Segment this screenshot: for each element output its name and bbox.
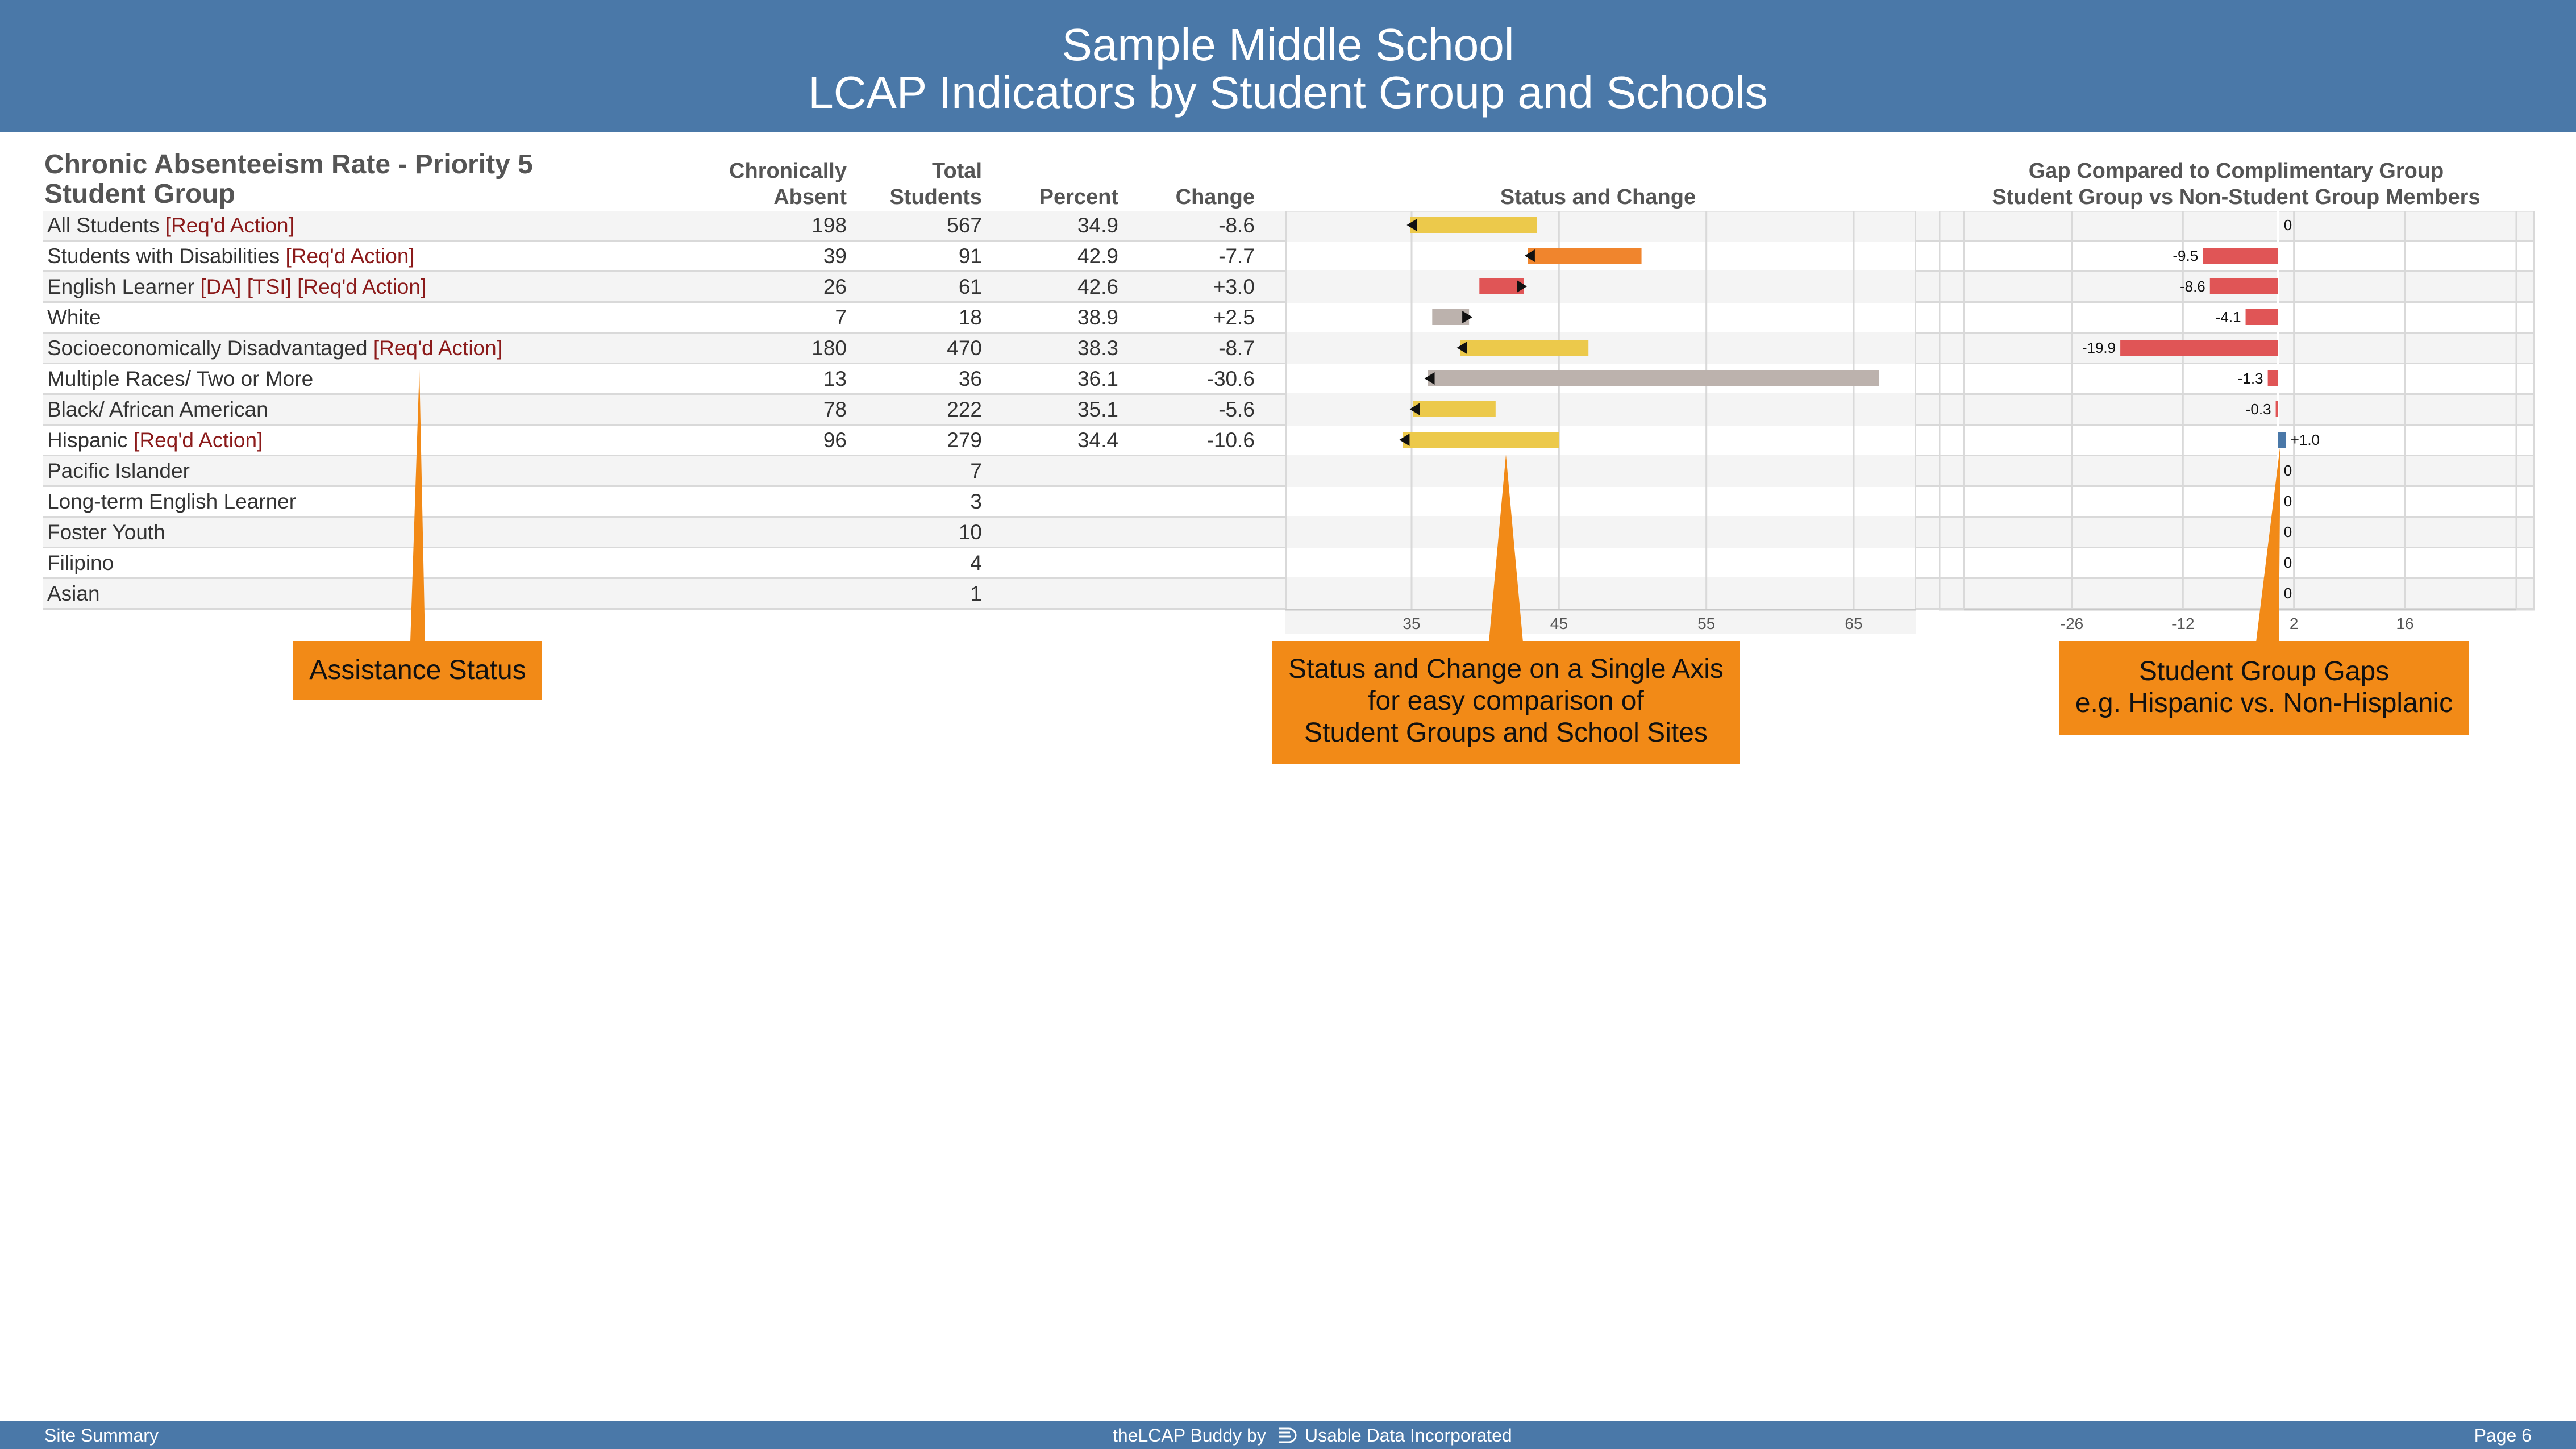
- gap-value-label: 0: [2283, 493, 2292, 510]
- group-name-text: Foster Youth: [47, 521, 165, 544]
- total-count: 7: [970, 459, 982, 482]
- callout-group-gaps: [2059, 641, 2469, 735]
- group-name-text: Black/ African American: [47, 398, 268, 421]
- group-name-text: All Students: [47, 214, 160, 237]
- page-footer: [0, 1421, 2576, 1449]
- percent-value: 34.9: [1077, 214, 1118, 237]
- total-count: 1: [970, 582, 982, 605]
- brand-logo-icon: [1276, 1426, 1299, 1444]
- assistance-status: [Req'd Action]: [127, 428, 263, 452]
- change-value: -8.7: [1218, 336, 1255, 360]
- change-value: -10.6: [1206, 428, 1255, 452]
- percent-value: 42.9: [1077, 244, 1118, 268]
- group-name-text: White: [47, 306, 101, 329]
- callout-single-axis: [1272, 641, 1740, 764]
- col-percent-header: Percent: [1039, 185, 1118, 209]
- total-count: 279: [947, 428, 982, 452]
- change-value: -7.7: [1218, 244, 1255, 268]
- col-change-header: Change: [1175, 185, 1255, 209]
- gaps-pointer: [2256, 443, 2280, 642]
- change-value: -8.6: [1218, 214, 1255, 237]
- group-name-text: Students with Disabilities: [47, 244, 280, 268]
- callout-gaps-line1: Student Group Gaps: [2138, 656, 2390, 686]
- callout-gaps-line2: e.g. Hispanic vs. Non-Hisplanic: [2075, 688, 2453, 718]
- gap-tick-label: 2: [2289, 615, 2299, 632]
- total-count: 61: [958, 275, 982, 298]
- percent-value: 38.3: [1077, 336, 1118, 360]
- assistance-status: [Req'd Action]: [367, 336, 502, 360]
- callout-assistance-text: Assistance Status: [309, 655, 526, 685]
- gap-value-label: -4.1: [2215, 309, 2241, 326]
- student-group-label: Student Group: [44, 179, 235, 209]
- total-count: 470: [947, 336, 982, 360]
- absent-count: 13: [823, 367, 847, 390]
- col-total-line1: Total: [932, 159, 982, 183]
- page-subtitle: LCAP Indicators by Student Group and Schools: [808, 67, 1768, 118]
- assistance-status: [DA] [TSI] [Req'd Action]: [194, 275, 427, 298]
- gap-value-label: 0: [2283, 554, 2292, 571]
- gap-value-label: 0: [2283, 523, 2292, 540]
- gap-tick-label: 16: [2396, 615, 2414, 632]
- absent-count: 180: [811, 336, 847, 360]
- gap-value-label: +1.0: [2290, 431, 2320, 448]
- callout-assistance-status: [293, 641, 542, 700]
- group-name-text: Asian: [47, 582, 100, 605]
- gap-value-label: -1.3: [2237, 370, 2263, 387]
- total-count: 36: [958, 367, 982, 390]
- callout-single-axis-line1: Status and Change on a Single Axis: [1288, 654, 1724, 684]
- group-name-text: Long-term English Learner: [47, 490, 297, 513]
- assistance-status: [Req'd Action]: [159, 214, 294, 237]
- footer-center: theLCAP Buddy by: [1113, 1425, 1266, 1446]
- col-absent-line1: Chronically: [729, 159, 847, 183]
- absent-count: 7: [835, 306, 847, 329]
- assistance-pointer: [410, 369, 425, 642]
- total-count: 10: [958, 521, 982, 544]
- group-name-text: Multiple Races/ Two or More: [47, 367, 314, 390]
- total-count: 222: [947, 398, 982, 421]
- absent-count: 198: [811, 214, 847, 237]
- assistance-status: [Req'd Action]: [280, 244, 415, 268]
- change-value: +3.0: [1213, 275, 1255, 298]
- gap-value-label: 0: [2283, 216, 2292, 234]
- absent-count: 26: [823, 275, 847, 298]
- status-change-header: Status and Change: [1500, 185, 1696, 209]
- change-value: +2.5: [1213, 306, 1255, 329]
- total-count: 3: [970, 490, 982, 513]
- percent-value: 34.4: [1077, 428, 1118, 452]
- gap-tick-label: -26: [2060, 615, 2084, 632]
- callout-single-axis-line2: for easy comparison of: [1368, 686, 1644, 716]
- percent-value: 38.9: [1077, 306, 1118, 329]
- total-count: 567: [947, 214, 982, 237]
- gap-header-line2: Student Group vs Non-Student Group Members: [1992, 185, 2481, 209]
- percent-value: 42.6: [1077, 275, 1118, 298]
- gap-value-label: -0.3: [2245, 401, 2271, 418]
- gap-value-label: -8.6: [2179, 278, 2205, 295]
- change-value: -5.6: [1218, 398, 1255, 421]
- total-count: 18: [958, 306, 982, 329]
- col-absent-line2: Absent: [773, 185, 847, 209]
- gap-value-label: -9.5: [2173, 247, 2199, 264]
- group-name-text: Hispanic: [47, 428, 128, 452]
- gap-tick-label: -12: [2171, 615, 2195, 632]
- group-name-text: English Learner: [47, 275, 195, 298]
- status-tick-label: 65: [1845, 615, 1863, 632]
- total-count: 4: [970, 551, 982, 574]
- gap-header-line1: Gap Compared to Complimentary Group: [2028, 159, 2444, 183]
- page-title: Sample Middle School: [1062, 19, 1514, 70]
- footer-page-number: Page 6: [2474, 1425, 2532, 1446]
- footer-left: Site Summary: [44, 1425, 159, 1446]
- gap-value-label: -19.9: [2082, 339, 2116, 356]
- single-axis-pointer: [1489, 455, 1523, 642]
- group-name-text: Filipino: [47, 551, 114, 574]
- percent-value: 35.1: [1077, 398, 1118, 421]
- section-title: Chronic Absenteeism Rate - Priority 5: [44, 149, 533, 180]
- status-tick-label: 55: [1697, 615, 1716, 632]
- change-value: -30.6: [1206, 367, 1255, 390]
- group-name-text: Socioeconomically Disadvantaged: [47, 336, 368, 360]
- group-name-text: Pacific Islander: [47, 459, 190, 482]
- gap-value-label: 0: [2283, 585, 2292, 602]
- absent-count: 78: [823, 398, 847, 421]
- callout-single-axis-line3: Student Groups and School Sites: [1304, 718, 1708, 748]
- absent-count: 96: [823, 428, 847, 452]
- total-count: 91: [958, 244, 982, 268]
- footer-brand: Usable Data Incorporated: [1305, 1425, 1512, 1446]
- percent-value: 36.1: [1077, 367, 1118, 390]
- status-tick-label: 45: [1550, 615, 1568, 632]
- gap-value-label: 0: [2283, 462, 2292, 479]
- absent-count: 39: [823, 244, 847, 268]
- status-tick-label: 35: [1403, 615, 1421, 632]
- col-total-line2: Students: [889, 185, 982, 209]
